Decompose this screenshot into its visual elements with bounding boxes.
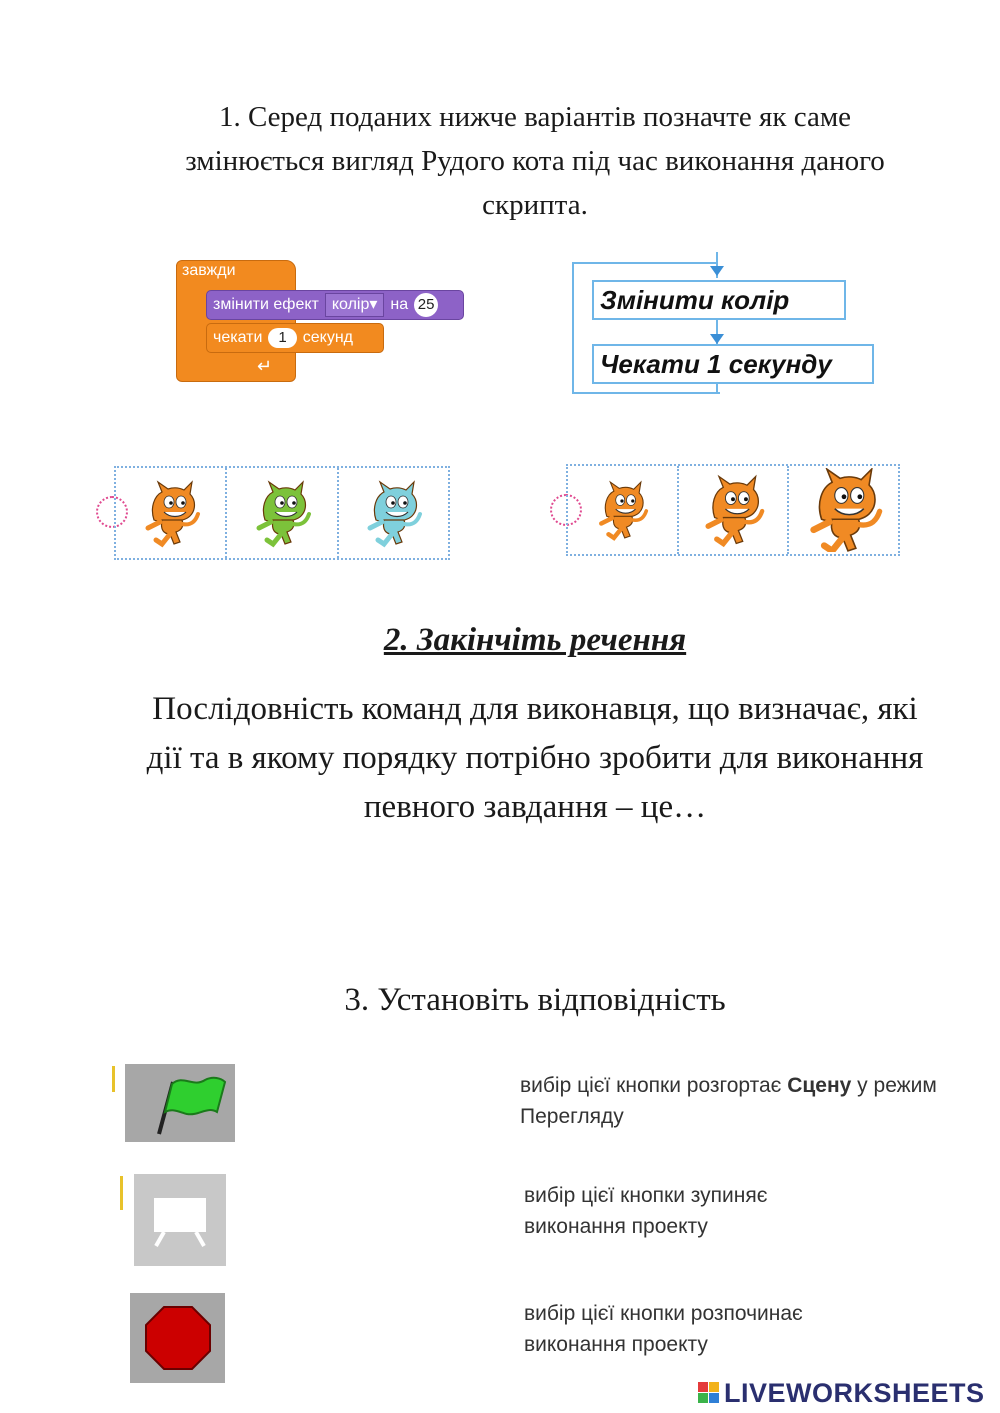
flow-exit-line [716,384,718,394]
presentation-mode-button[interactable] [134,1174,226,1266]
effect-value-input[interactable]: 25 [414,293,438,317]
sprite-strip-color [114,466,450,560]
scratch-script [172,258,472,388]
forever-label: завжди [182,262,236,279]
stop-sign-icon [130,1293,225,1383]
on-label: на [390,296,409,313]
question-3-title: 3. Установіть відповідність [344,982,726,1018]
green-flag-icon [125,1064,235,1142]
effect-dropdown[interactable]: колір▾ [325,293,385,317]
liveworksheets-logo-icon [698,1382,720,1404]
question-2-title: 2. Закінчіть речення [383,622,687,658]
stop-button[interactable] [130,1293,225,1383]
sprite-strip-size [566,464,900,556]
flowchart [568,250,888,400]
cat-cell [339,468,448,558]
match-description-2[interactable]: вибір цієї кнопки зупиняє виконання проекту [524,1184,768,1238]
cat-sprite-icon [693,468,773,552]
cat-sprite-icon [362,478,424,548]
cat-sprite-icon [140,478,202,548]
green-flag-button[interactable] [125,1064,235,1142]
cat-cell [116,468,227,558]
wait-value-input[interactable]: 1 [268,328,296,348]
footer-brand: LIVEWORKSHEETS [724,1378,985,1408]
loop-arrow-icon: ↵ [257,356,273,376]
change-effect-block [206,290,464,320]
question-2-text: Послідовність команд для виконавця, що визначає, які дії та в якому порядку потрібно зробити для виконання певного завдання – це… [146,691,924,825]
flow-bottom-line [572,392,720,394]
change-effect-label: змінити ефект [213,296,319,313]
flow-arrow-icon [710,266,724,276]
option-b[interactable] [548,460,904,560]
presentation-icon [134,1174,226,1266]
match-description-1[interactable]: вибір цієї кнопки розгортає Сцену у режим Перегляду [520,1074,937,1128]
cat-sprite-icon [804,468,884,552]
match-description-3[interactable]: вибір цієї кнопки розпочинає виконання проекту [524,1302,803,1356]
match-marker [112,1066,115,1092]
wait-block [206,323,384,353]
flow-arrow-icon [710,334,724,344]
match-marker [120,1176,123,1210]
question-1-text: 1. Серед поданих нижче варіантів позначте як саме змінюється вигляд Рудого кота під час виконання даного скрипта. [185,101,885,221]
cat-sprite-icon [251,478,313,548]
flow-top-line [572,262,718,264]
cat-cell [568,466,679,554]
cat-cell [679,466,790,554]
flow-step-1: Змінити колір [592,280,846,320]
cat-cell [227,468,338,558]
wait-label: чекати [213,329,263,346]
cat-sprite-icon [582,468,662,552]
option-a[interactable] [94,462,454,562]
cat-cell [789,466,898,554]
flow-step-2: Чекати 1 секунду [592,344,874,384]
seconds-label: секунд [302,329,353,346]
flow-left-line [572,262,574,394]
